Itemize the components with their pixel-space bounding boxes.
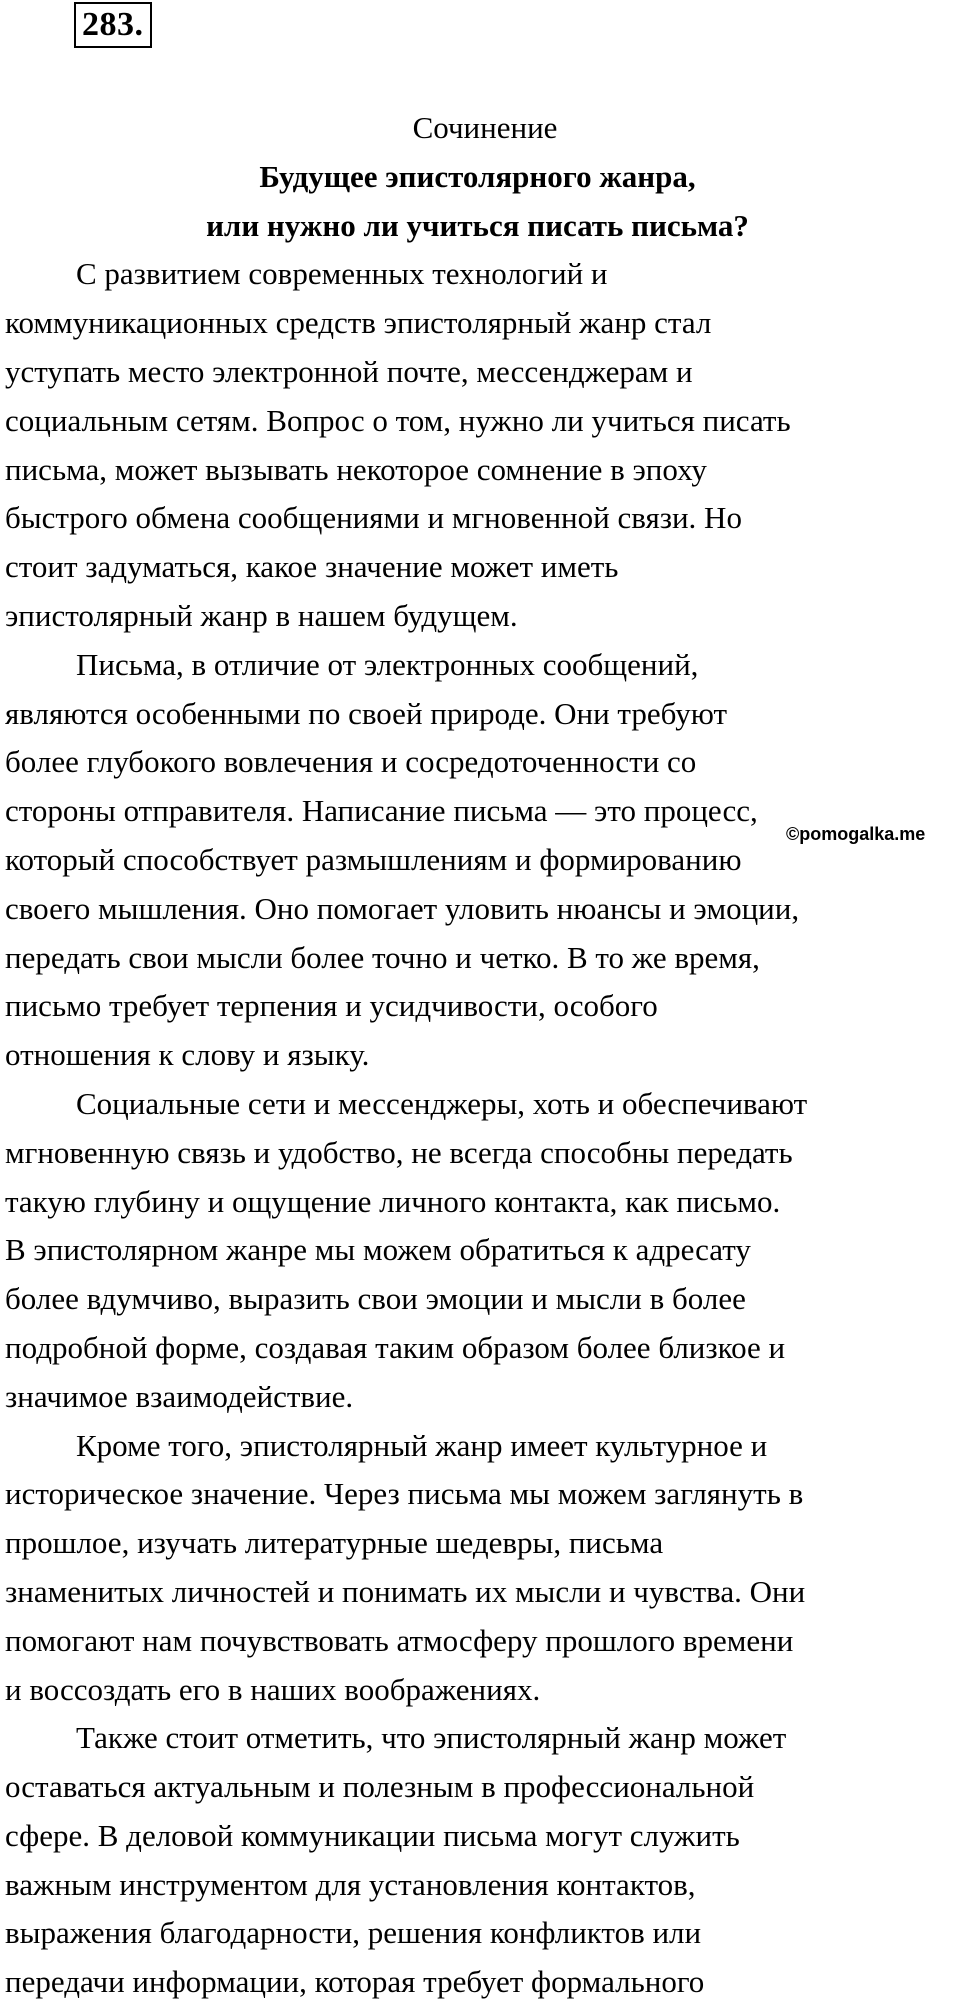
essay-content: [5, 104, 950, 2007]
essay-paragraph-2: Письма, в отличие от электронных сообщений, являются особенными по своей природе. Они требуют более глубокого вовлечения и сосредоточенности со стороны отправителя. Написание письма — это процесс, который способствует размышлениям и формированию своего мышления. Оно помогает уловить нюансы и эмоции, передать свои мысли более точно и четко. В то же время, письмо требует терпения и усидчивости, особого отношения к слову и языку.: [5, 646, 800, 1073]
essay-paragraph-3: Социальные сети и мессенджеры, хоть и обеспечивают мгновенную связь и удобство, не всегда способны передать такую глубину и ощущение личного контакта, как письмо. В эпистолярном жанре мы можем обратиться к адресату более вдумчиво, выразить свои эмоции и мысли в более подробной форме, создавая таким образом более близкое и значимое взаимодействие.: [5, 1085, 808, 1414]
task-number-box: 283.: [74, 2, 152, 48]
essay-title-line-1: Будущее эпистолярного жанра,: [259, 158, 696, 194]
essay-paragraph-1: С развитием современных технологий и коммуникационных средств эпистолярный жанр стал уступать место электронной почте, мессенджерам и социальным сетям. Вопрос о том, нужно ли учиться писать письма, может вызывать некоторое сомнение в эпоху быстрого обмена сообщениями и мгновенной связи. Но стоит задуматься, какое значение может иметь эпистолярный жанр в нашем будущем.: [5, 256, 791, 633]
watermark: ©pomogalka.me: [786, 824, 926, 844]
essay-paragraph-5: Также стоит отметить, что эпистолярный жанр может оставаться актуальным и полезным в профессиональной сфере. В деловой коммуникации письма могут служить важным инструментом для установления контактов, выражения благодарности, решения конфликтов или передачи информации, которая требует формального: [5, 1720, 787, 2000]
essay-genre: Сочинение: [412, 110, 558, 145]
essay-title-line-2: или нужно ли учиться писать письма?: [206, 207, 749, 243]
essay-paragraph-4: Кроме того, эпистолярный жанр имеет культурное и историческое значение. Через письма мы можем заглянуть в прошлое, изучать литературные шедевры, письма знаменитых личностей и понимать их мысли и чувства. Они помогают нам почувствовать атмосферу прошлого времени и воссоздать его в наших воображениях.: [5, 1427, 806, 1707]
